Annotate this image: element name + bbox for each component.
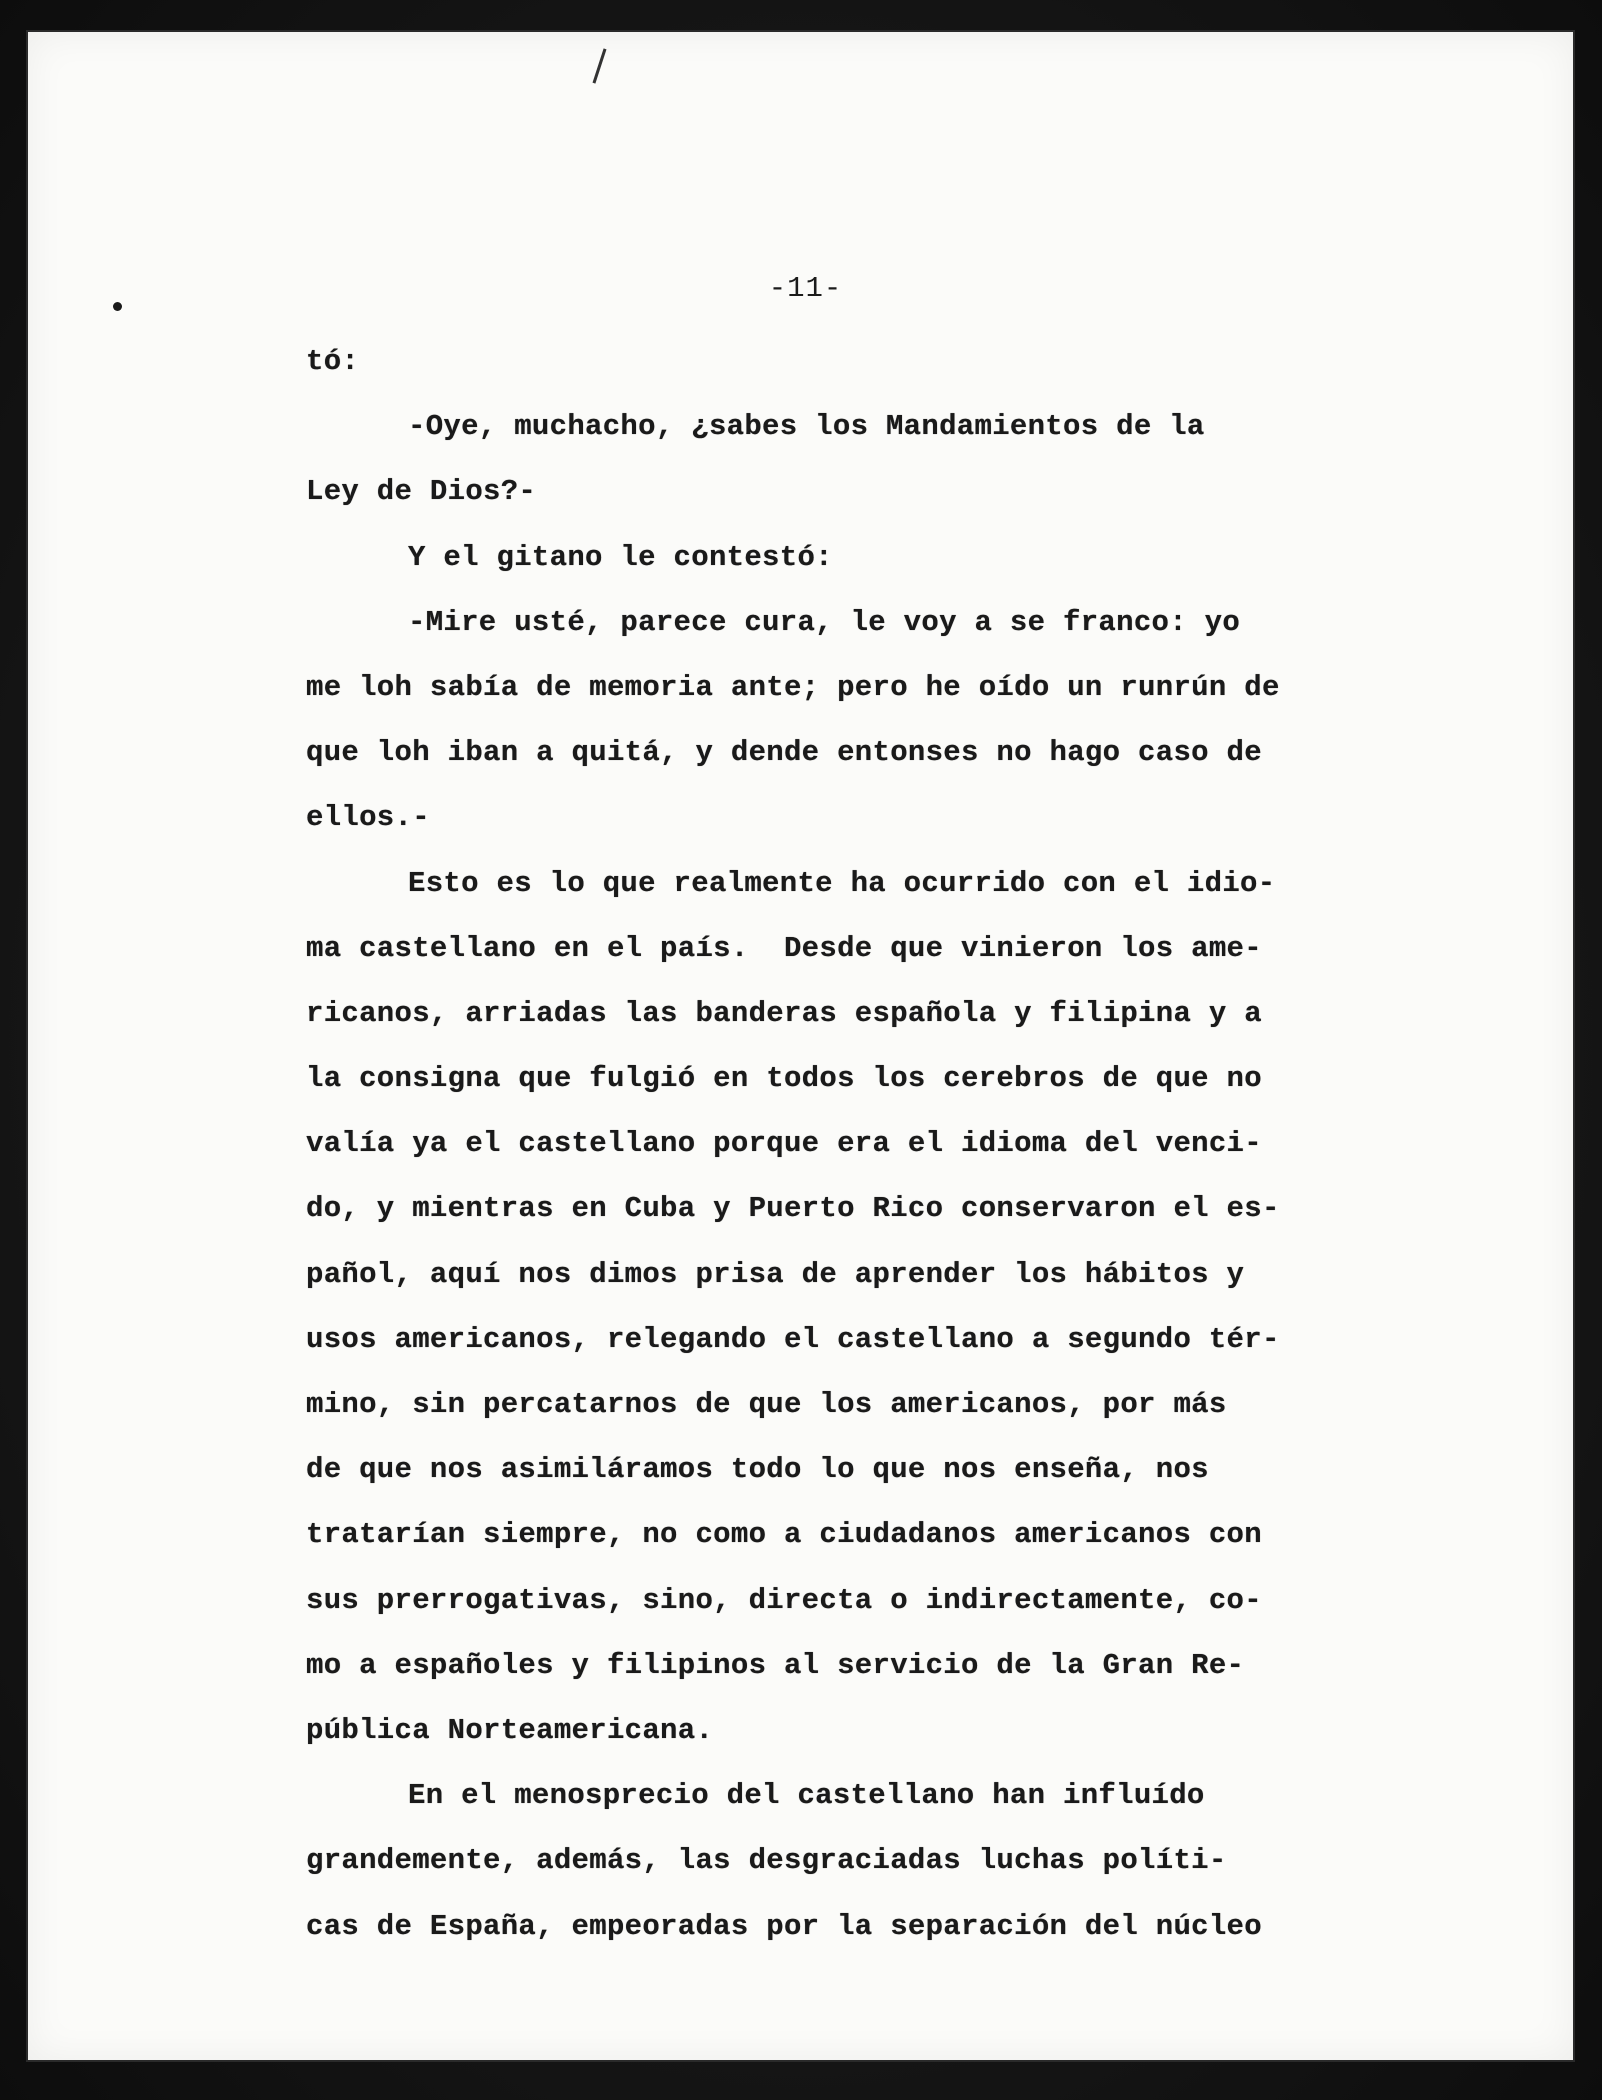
text-line: do, y mientras en Cuba y Puerto Rico conservaron el es- [306,1192,1280,1226]
text-line: sus prerrogativas, sino, directa o indirectamente, co- [306,1583,1262,1617]
text-line: ma castellano en el país. Desde que vinieron los ame- [306,931,1262,965]
text-line: valía ya el castellano porque era el idioma del venci- [306,1127,1262,1161]
text-line: mino, sin percatarnos de que los americanos, por más [306,1388,1227,1421]
text-line: Y el gitano le contestó: [408,540,833,574]
text-line: Ley de Dios?- [306,475,537,509]
text-line: ricanos, arriadas las banderas española y filipina y a [306,996,1262,1030]
stray-pen-mark [593,48,607,83]
text-line: Esto es lo que realmente ha ocurrido con el idio- [408,866,1276,900]
text-line: tó: [306,345,360,378]
typed-text-body [306,329,1426,1959]
page-number: -11- [768,272,843,305]
text-line: -Mire usté, parece cura, le voy a se franco: yo [408,605,1241,639]
text-line: la consigna que fulgió en todos los cerebros de que no [306,1062,1262,1096]
text-line: tratarían siempre, no como a ciudadanos americanos con [306,1518,1262,1552]
text-line: que loh iban a quitá, y dende entonses no hago caso de [306,736,1262,770]
text-line: grandemente, además, las desgraciadas luchas políti- [306,1844,1227,1878]
text-line: En el menosprecio del castellano han influído [408,1779,1205,1813]
document-page [28,32,1573,2060]
text-line: de que nos asimiláramos todo lo que nos enseña, nos [306,1453,1209,1487]
text-line: mo a españoles y filipinos al servicio de la Gran Re- [306,1648,1245,1682]
text-line: ellos.- [306,801,430,835]
text-line: cas de España, empeoradas por la separación del núcleo [306,1909,1262,1943]
text-line: usos americanos, relegando el castellano a segundo tér- [306,1322,1280,1356]
text-line: me loh sabía de memoria ante; pero he oído un runrún de [306,670,1280,704]
text-line: pública Norteamericana. [306,1713,714,1747]
text-line: -Oye, muchacho, ¿sabes los Mandamientos de la [408,410,1205,444]
text-line: pañol, aquí nos dimos prisa de aprender los hábitos y [306,1257,1245,1291]
